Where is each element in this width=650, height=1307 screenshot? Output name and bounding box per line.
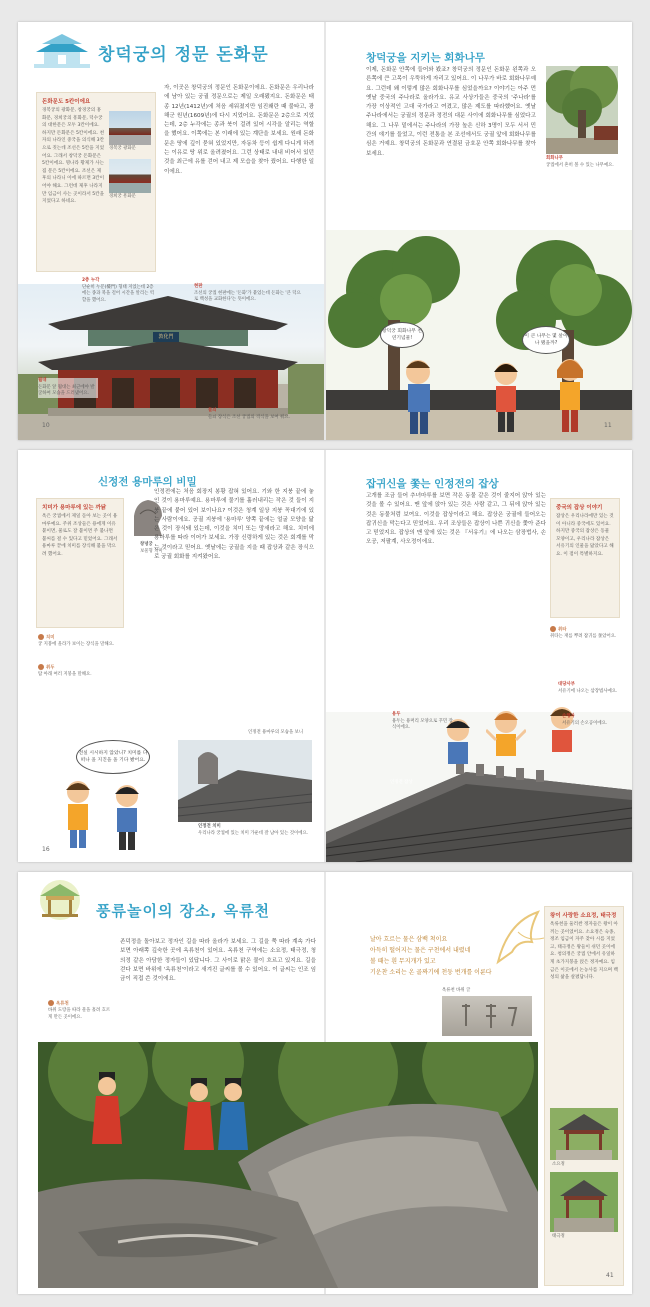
speech-bubble: 이 큰 나무는 몇 살이나 됐을까? [522, 326, 570, 354]
joseon-official-figure [90, 1072, 124, 1150]
photo-caption: 소요정 [552, 1162, 565, 1167]
section-title: 잡귀신을 쫓는 인정전의 잡상 [366, 478, 499, 490]
kid-character [488, 362, 524, 438]
spread-injeongjeon [18, 450, 632, 862]
page-title: 풍류놀이의 장소, 옥류천 [96, 902, 271, 920]
pavilion-icon [30, 880, 90, 920]
photo-caption: 인정전 잡상 [390, 780, 413, 785]
section-title: 신정전 용마루의 비밀 [98, 476, 197, 488]
callout-yongdu: 용두 용두는 용머리 모양으로 꾸민 장식이에요. [392, 712, 453, 730]
note-chimi: 치미 궁 지붕에 올라가 보이는 장식을 말해요. [38, 635, 115, 647]
note-chwita: 취타 취타는 재를 뿌려 잡귀를 쫓았어요. [550, 627, 617, 639]
rock-inscription-photo [442, 996, 532, 1036]
spread-donhwamun [18, 22, 632, 440]
photo-caption: 경희궁 흥화문 [109, 193, 136, 199]
spread-okryucheon [18, 872, 632, 1294]
note-okryucheon: 옥류천 바위 도랑을 따라 물을 흘려 흐르게 만든 곳이에요. [48, 1001, 111, 1020]
callout-nugak: 2층 누각 단순히 누문(樓門) 형태 지었는데 2층에는 종과 북을 걸어 시간을 알리는 역할을 했어요. [82, 278, 154, 303]
palace-gate-icon [32, 34, 92, 70]
info-box-title: 중국의 잡상 이야기 [556, 505, 603, 511]
joseon-official-figure [182, 1078, 216, 1156]
photo-caption: 태극정 [552, 1234, 565, 1239]
bullet-icon [38, 634, 44, 640]
body-text: 자, 이곳은 창덕궁의 정문인 돈화문이에요. 돈화문은 우리나라에 남아 있는 궁궐 정문으로는 제일 오래됐지요. 돈화문은 태종 12년(1412년)에 처음 세워졌지만 임진왜란 때 불타고, 광해군 원년(1609년)에 다시 지었어요. 돈화문은 2층으로 지었는데, 2층 누각에는 종과 북이 걸려 있어 시각을 알리는 역할을 했어요. 이쪽에는 본 이래에 있는 계단을 보세요. 원래 돈화문은 땅에 깊이 묻혀 있었지만, 자동차 등이 쉽게 다니게 하려는 이유로 땅 위로 올려졌어요. 그런 상태로 내내 비어서 있던 것을 최근에 유를 걷어 내고 제 모습을 찾아 줬어요. 다행한 일이에요. [164, 85, 314, 175]
page-title: 창덕궁의 정문 돈화문 [98, 45, 269, 65]
page-number: 16 [42, 846, 50, 853]
section-title: 창덕궁을 지키는 회화나무 [366, 52, 485, 64]
info-box-title: 치미가 용마루에 있는 까닭 [42, 505, 107, 511]
callout-deulsoe: 들쇠 들쇠 장식은 조선 궁궐의 격식을 보여 줘요. [208, 408, 290, 420]
photo-caption: 창녕궁 보물형 치미 [140, 542, 163, 554]
info-box [36, 92, 156, 272]
page-number: 11 [604, 422, 612, 429]
roof-photo [178, 740, 312, 822]
callout-woldae: 월대 돈화문 앞 월대는 최근에야 발굴하여 모습을 드러냈어요. [38, 378, 98, 398]
callout-sonhaengja: 손행자 서유기의 손오공이에요. [562, 714, 608, 726]
info-box-text: 옥류천을 둘러싼 정자들은 왕이 아끼는 곳이었어요. 소요정은 숙종, 정조 임금이 자주 찾아 시를 지었고, 태극정은 왕들이 쉬던 곳이에요. 청의정은 궁궐 안에서 유일하게 초가지붕을 얹은 정자예요. 임금은 이곳에서 논농사를 지으며 백성의 삶을 살폈답니다. [550, 922, 618, 981]
photo-caption: 인정전 용마루의 모습을 보니 [248, 730, 304, 735]
heunghwamun-photo [109, 159, 151, 193]
kid-character [552, 358, 588, 438]
photo-caption: 회화나무 궁궐에서 흔히 볼 수 있는 나무예요. [546, 156, 614, 168]
info-box [550, 498, 620, 618]
kid-character [110, 784, 144, 854]
verse-text: 날아 흐르는 물은 삼백 척이요 아득히 떨어지는 물은 구천에서 내렸네 볼 때는 흰 무지개가 있고 기운찬 소리는 온 골짜기에 천둥 번개를 이룬다 [370, 936, 492, 976]
photo-caption: 인정전 치미 우리나라 궁궐에 있는 치미 가운데 잘 남아 있는 것이에요. [198, 824, 309, 836]
taegeukjeong-photo [550, 1172, 618, 1232]
speech-bubble: 전실 시시하지 않았니? 치미를 다 떠나 올 지진을 올 기다 봤어요. [76, 740, 150, 774]
info-box-title: 돈화문도 5칸이에요 [42, 99, 91, 105]
japsang-roof-photo [326, 712, 632, 862]
kid-character [486, 710, 526, 764]
phoenix-icon [488, 902, 548, 972]
info-box-text: 잡상은 우리나라에만 있는 것이 아니라 중국에도 있어요. 하지만 중국의 잡상은 동물 모양이고, 우리나라 잡상은 서유기의 인물을 닮았다고 해요. 이 점이 특별하지요. [556, 514, 614, 557]
joseon-official-figure [216, 1078, 250, 1156]
kid-character [398, 358, 440, 440]
photo-caption: 옥류천 바위 글 [442, 988, 471, 993]
signboard: 敦化門 [158, 334, 174, 340]
photo-caption: 경복궁 광화문 [109, 146, 136, 151]
body-text: 인정전에는 처음 회장지 봉황 잡혀 있어요. 기와 한 지붕 끝에 놓인 것이 용마루예요. 용마루에 물기를 흘러내리는 작은 것 들이 지붕 끝에 붙어 있어 보이나요? 이것은 청계 일상 지붕 꼭대기에 있는 사람이에요. 공궐 지붕에 '용마루' 양쪽 끝에는 얼굴 모양을 닮은 것이 장식돼 있는데, 이것을 치미 또는 망새라고 해요. 치미에 용마루를 따라 이어가 보세요. 가장 신령하게 있는 것은 회계를 막는 것이라고 믿어요. 옛날에는 궁궐을 지을 때 잡상과 같은 장식으로 궁궐 회화를 지켜왔어요. [154, 489, 314, 561]
info-box-text: 옥은 궁궐에서 제일 돋아 보는 곳이 용마루예요. 주위 조상들은 용에게 이유 붙이면, 물로도 잘 불이면 주 불나면 불씨를 걸 수 있다고 믿었어요. 그래서 용마루 끝에 치미를 장식해 불을 막으려 했어요. [42, 514, 118, 557]
body-text: 고개를 조금 들어 추녀마루를 보면 작은 동물 같은 것이 줄지어 앉아 있는 것을 볼 수 있어요. 맨 앞에 앉아 있는 것은 사람 같고, 그 뒤에 앉아 있는 것은 동물처럼 보여요. 이것을 잡상이라고 해요. 잡상은 궁궐에 들어오는 잡귀신을 막는다고 믿었어요. 우리 조상들은 잡상이 나쁜 귀신을 쫓아 준다고 믿었지요. 잡상의 맨 앞에 있는 것은 『서유기』에 나오는 삼장법사, 손오공, 저팔계, 사오정이에요. [366, 493, 546, 546]
gwanghwamun-photo [109, 111, 151, 145]
soyojeong-photo [550, 1108, 618, 1160]
body-text: 이제, 돈화문 안쪽에 들어와 봤죠? 창덕궁의 정문인 돈화문 왼쪽과 오른쪽에 큰 고목이 우뚝하게 자리고 있어요. 이 나무가 바로 회화나무예요. 그런데 왜 이렇게 많은 회화나무를 심었을까요? 이야기는 아주 먼 옛날 중국의 주나라로 올라가요. 유교 사상가들은 중국의 '주나라'를 가장 이상적인 고대 국가라고 여겼고, 많은 제도를 따라했어요. 옛날 주나라에서는 궁궐의 정문과 정전의 대문 사이에 회화나무를 심었다고 해요. 그 나무 밑에서는 주나라의 가장 높은 신하 3명이 모두 서서 민간의 얘기를 들었고, 이런 전통을 본 조선에서도 궁궐 앞에 회화나무를 심은 거예요. 창덕궁의 돈화문과 연결된 금호문 안쪽 회화나무를 찾아보세요. [366, 67, 536, 157]
info-box [36, 498, 124, 628]
callout-daedangsabu: 대당사부 서유기에 나오는 삼장법사예요. [558, 682, 618, 694]
info-box-title: 왕이 사랑한 소요정, 태극정 [550, 913, 617, 919]
info-box-text: 경복궁의 광화문, 창경궁의 홍화문, 경희궁의 흥화문, 덕수궁의 대한문은 모두 3칸이에요. 하지만 돈화문은 5칸이에요. 천자의 나라인 중국을 의식해 3칸으로 짓는데 조선은 5칸을 지었어요. 그래서 창덕궁 돈화문은 5칸이에요. 명나라 황제가 사는 집 문은 5칸이에요. 조선은 제후의 나라니 이에 따르면 3칸이어야 해요. 그런데 제후 나라지만 임금이 사는 곳이라서 5칸을 지었다고 하네요. [42, 108, 105, 205]
bullet-icon [38, 664, 44, 670]
page-number: 41 [606, 1272, 614, 1279]
bullet-icon [550, 626, 556, 632]
note-chwidu: 취두 탑 아래 여러 지붕을 말해요. [38, 665, 92, 677]
page-number: 10 [42, 422, 50, 429]
bullet-icon [48, 1000, 54, 1006]
speech-bubble: 창덕궁 회화나무 천연기념물! [380, 322, 424, 348]
callout-hyeonpan: 현판 조선의 궁궐 현판에는 '돈화'가 붙었는데 돈화는 '큰 덕으로 백성을 교화한다'는 뜻이에요. [194, 284, 301, 302]
kid-character [60, 780, 96, 854]
hoehwa-tree-photo [546, 66, 618, 154]
body-text: 존덕정을 돌아보고 정자인 길을 따라 올라가 보세요. 그 길을 쭉 따라 계속 가다 보면 아래쪽 깊숙한 곳에 옥류천이 있어요. 옥류천 구역에는 소요정, 태극정, 청의정 같은 아담한 정자들이 있답니다. 그 사이로 맑은 물이 흐르고 있지요. 길을 걷다 보면 바위에 '옥류천'이라고 새겨진 글씨를 볼 수 있어요. 이 글씨는 인조 임금이 직접 쓴 것이에요. [120, 939, 316, 983]
